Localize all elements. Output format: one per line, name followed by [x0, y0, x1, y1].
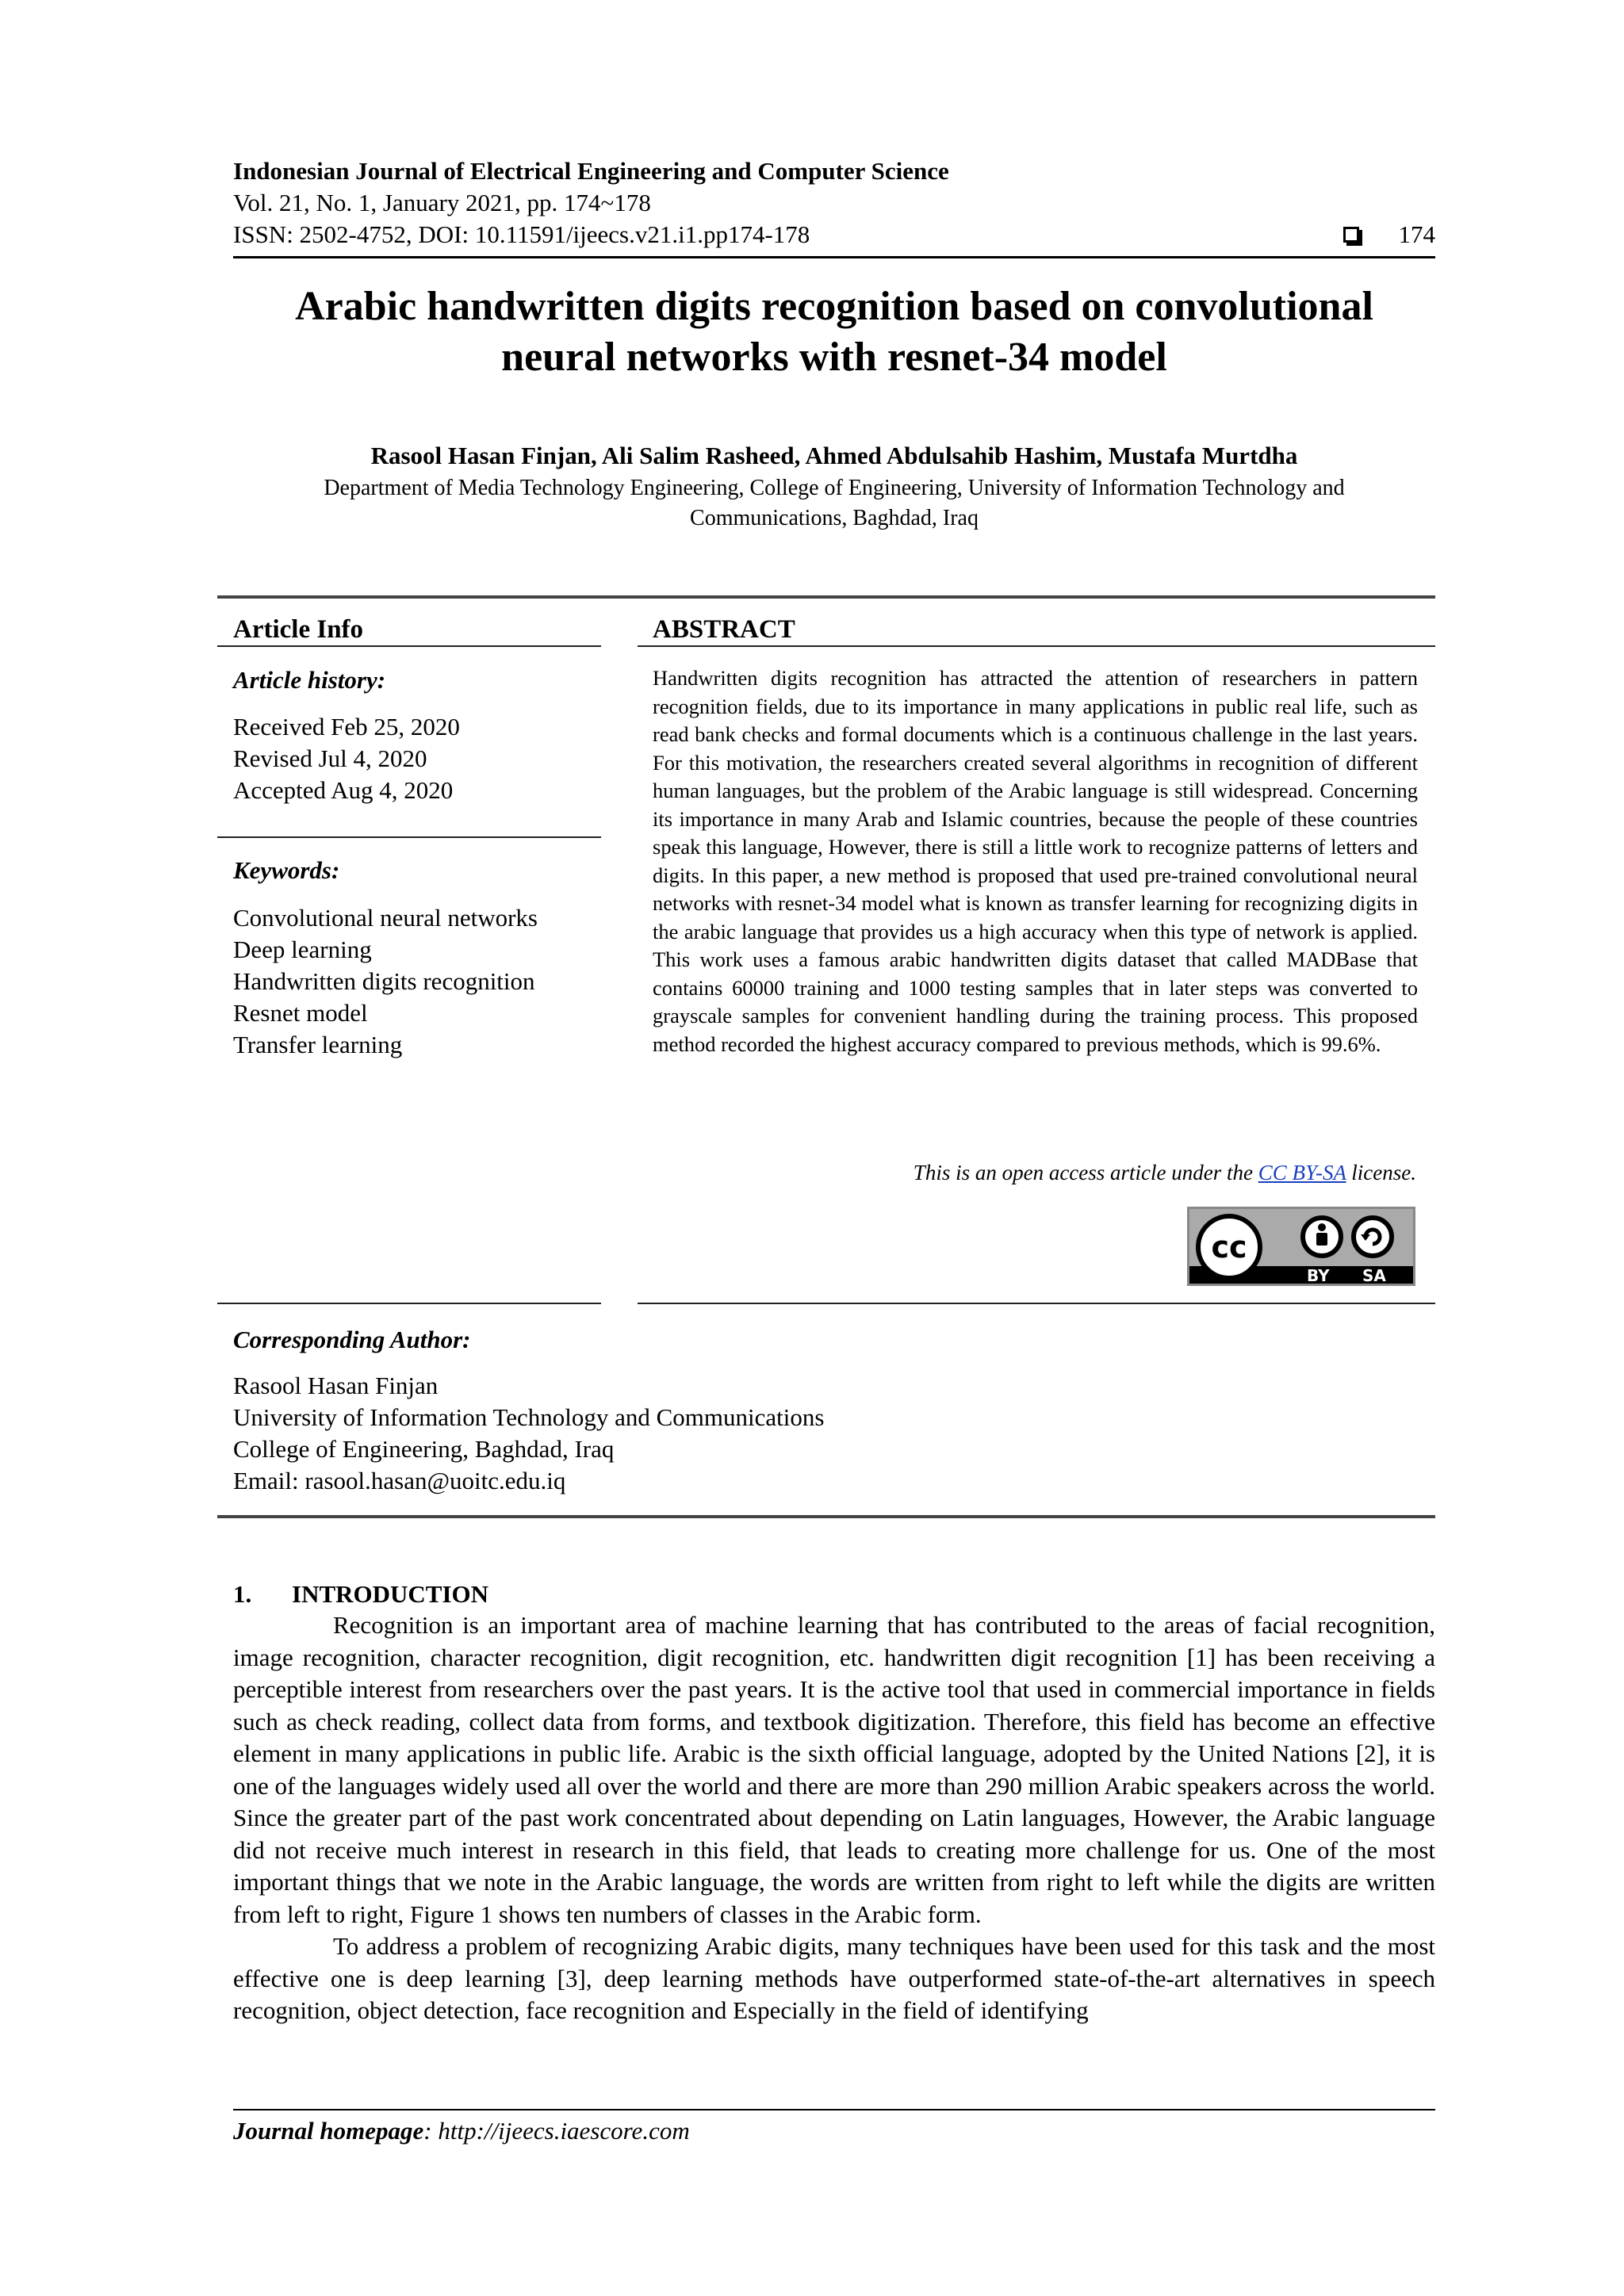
license-prefix: This is an open access article under the: [913, 1161, 1258, 1184]
title-line-2: neural networks with resnet-34 model: [501, 335, 1167, 380]
article-history-heading: Article history:: [233, 666, 386, 694]
license-suffix: license.: [1346, 1161, 1416, 1184]
paragraph: Recognition is an important area of machine learning that has contributed to the areas of facial recognition, image recognition, character recognition, digit recognition, etc. handwritten digit recognition [1] has been receiving a perceptible interest from researchers over the past years. It is the active tool that used in commercial importance in fields such as check reading, collect data from forms, and textbook digitization. Therefore, this field has become an effective element in many applications in public life. Arabic is the sixth official language, adopted by the United Nations [2], it is one of the languages widely used all over the world and there are more than 290 million Arabic speakers across the world. Since the greater part of the past work concentrated about depending on Latin languages, However, the Arabic language did not receive much interest in research in this field, that leads to creating more challenge for us. One of the most important things that we note in the Arabic language, the words are written from right to left while the digits are written from left to right, Figure 1 shows ten numbers of classes in the Arabic form.: [233, 1611, 1435, 1928]
abstract-heading: ABSTRACT: [653, 615, 795, 644]
accepted-date: Accepted Aug 4, 2020: [233, 776, 454, 804]
introduction-body: [233, 1609, 1435, 2027]
paper-title: [233, 281, 1435, 383]
abstract-text: Handwritten digits recognition has attracted the attention of researchers in pattern recognition fields, due to its importance in many applications in public real life, such as read bank checks and formal documents which is a continuous challenge in the last years. For this motivation, the researchers created several algorithms in recognition of different human languages, but the problem of the Arabic language is still widespread. Concerning its importance in many Arab and Islamic countries, because the people of these countries speak this language, However, there is still a little work to recognize patterns of letters and digits. In this paper, a new method is proposed that used pre-trained convolutional neural networks with resnet-34 model what is known as transfer learning for recognizing digits in the arabic language that provides us a high accuracy when this type of network is applied. This work uses a famous arabic handwritten digits dataset that called MADBase that contains 60000 training and 1000 testing samples that in later steps was converted to grayscale samples for convenient handling during the training process. This proposed method recorded the highest accuracy compared to previous methods, which is 99.6%.: [653, 666, 1418, 1056]
share-alike-arrow-icon: [1356, 1220, 1389, 1253]
affiliation-line-1: Department of Media Technology Engineering, College of Engineering, University of Information Technology and: [324, 476, 1345, 500]
attribution-icon: [1300, 1215, 1343, 1258]
section-title: INTRODUCTION: [292, 1580, 489, 1608]
info-bottom-rule-left: [217, 1303, 601, 1304]
journal-header: [233, 155, 1435, 251]
corresponding-author-heading: Corresponding Author:: [233, 1326, 471, 1353]
license-note: [653, 1161, 1416, 1185]
homepage-label: Journal homepage: [233, 2117, 424, 2145]
info-box-bottom-rule: [217, 1515, 1435, 1518]
section-number: 1.: [233, 1580, 252, 1608]
license-link[interactable]: CC BY-SA: [1258, 1161, 1346, 1184]
keywords-list: [233, 902, 538, 1061]
badge-by-label: BY: [1307, 1266, 1330, 1285]
corresponding-author-details: [233, 1370, 824, 1497]
author-college: College of Engineering, Baghdad, Iraq: [233, 1435, 615, 1463]
header-rule: [233, 256, 1435, 258]
journal-homepage: [233, 2117, 690, 2145]
authors: Rasool Hasan Finjan, Ali Salim Rasheed, Ahmed Abdulsahib Hashim, Mustafa Murtdha: [370, 442, 1298, 469]
journal-issn: ISSN: 2502-4752, DOI: 10.11591/ijeecs.v21.i1.pp174-178: [233, 220, 810, 248]
paragraph: To address a problem of recognizing Arabic digits, many techniques have been used for this task and the most effective one is deep learning [3], deep learning methods have outperformed state-of-the-art alternatives in speech recognition, object detection, face recognition and Especially in the field of identifying: [233, 1932, 1435, 2024]
keyword-item: Deep learning: [233, 936, 372, 963]
share-alike-icon: [1351, 1215, 1394, 1258]
affiliation-line-2: Communications, Baghdad, Iraq: [690, 506, 979, 530]
article-info-rule: [217, 645, 601, 647]
journal-title: Indonesian Journal of Electrical Engineering and Computer Science: [233, 157, 949, 185]
info-bottom-rule-right: [638, 1303, 1435, 1304]
page-number: 174: [1398, 220, 1435, 248]
square-icon: [1343, 227, 1359, 243]
keyword-item: Convolutional neural networks: [233, 904, 538, 932]
author-name: Rasool Hasan Finjan: [233, 1372, 439, 1399]
affiliation: [233, 473, 1435, 534]
keywords-rule: [217, 836, 601, 838]
section-heading: [233, 1580, 488, 1609]
journal-volume: Vol. 21, No. 1, January 2021, pp. 174~178: [233, 189, 651, 216]
title-line-1: Arabic handwritten digits recognition based on convolutional: [295, 284, 1373, 329]
footer-rule: [233, 2109, 1435, 2110]
keyword-item: Resnet model: [233, 999, 368, 1027]
keyword-item: Handwritten digits recognition: [233, 967, 535, 995]
cc-by-sa-badge[interactable]: [1187, 1207, 1415, 1286]
info-box-top-rule: [217, 595, 1435, 599]
author-email: Email: rasool.hasan@uoitc.edu.iq: [233, 1467, 566, 1494]
abstract-rule: [638, 645, 1435, 647]
received-date: Received Feb 25, 2020: [233, 713, 460, 740]
author-org: University of Information Technology and Communications: [233, 1403, 825, 1431]
article-info-heading: Article Info: [233, 615, 364, 644]
homepage-url[interactable]: : http://ijeecs.iaescore.com: [423, 2117, 690, 2145]
keywords-heading: Keywords:: [233, 856, 340, 884]
keyword-item: Transfer learning: [233, 1031, 403, 1058]
article-history: [233, 711, 460, 806]
badge-sa-label: SA: [1362, 1266, 1386, 1285]
cc-icon: cc: [1196, 1214, 1262, 1280]
person-icon: [1305, 1220, 1339, 1253]
revised-date: Revised Jul 4, 2020: [233, 744, 427, 772]
